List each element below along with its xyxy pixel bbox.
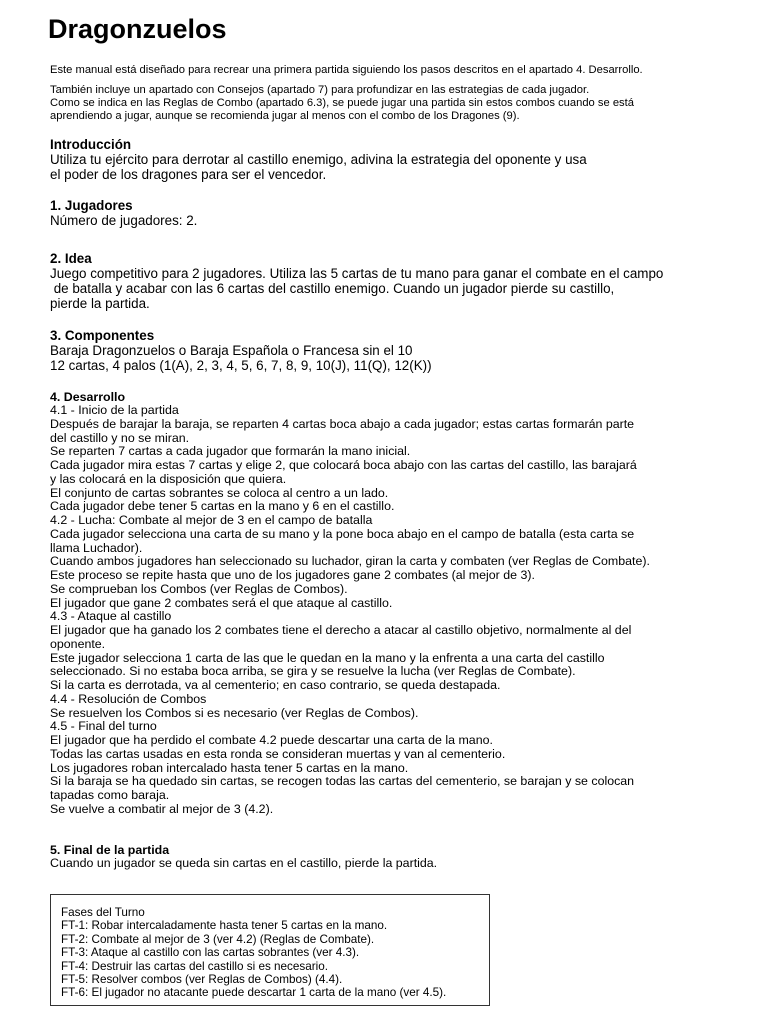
section-heading: Introducción (50, 137, 132, 152)
section-line: 12 cartas, 4 palos (1(A), 2, 3, 4, 5, 6, 7, 8, 9, 10(J), 11(Q), 12(K)) (50, 358, 432, 373)
section-line: Se reparten 7 cartas a cada jugador que formarán la mano inicial. (50, 444, 411, 459)
turn-phases-box (50, 894, 490, 1006)
document-title: Dragonzuelos (48, 14, 227, 44)
section-line: seleccionado. Si no estaba boca arriba, se gira y se resuelve la lucha (ver Reglas de Combate). (50, 664, 576, 679)
preface-note: Este manual está diseñado para recrear una primera partida siguiendo los pasos descritos en el apartado 4. Desarrollo. (50, 64, 643, 76)
section-line: Si la carta es derrotada, va al cementerio; en caso contrario, se queda destapada. (50, 678, 501, 692)
section-line: Utiliza tu ejército para derrotar al castillo enemigo, adivina la estrategia del oponente y usa (50, 152, 587, 167)
section-line: Cuando un jugador se queda sin cartas en el castillo, pierde la partida. (50, 856, 438, 870)
phase-item: FT-3: Ataque al castillo con las cartas sobrantes (ver 4.3). (61, 946, 360, 960)
section-line: Los jugadores roban intercalado hasta tener 5 cartas en la mano. (50, 760, 409, 775)
section-line: El jugador que ha perdido el combate 4.2 puede descartar una carta de la mano. (50, 733, 493, 747)
section-line: El jugador que ha ganado los 2 combates tiene el derecho a atacar al castillo objetivo, normalmente al del (50, 623, 632, 637)
phase-item: FT-5: Resolver combos (ver Reglas de Combos) (4.4). (61, 973, 343, 987)
section-line: oponente. (50, 636, 106, 651)
section-heading: 1. Jugadores (50, 198, 133, 213)
section-intro (50, 137, 750, 182)
section-line: 4.1 - Inicio de la partida (50, 403, 179, 417)
section-line: 4.5 - Final del turno (50, 719, 157, 734)
section-line: Después de barajar la baraja, se reparten 4 cartas boca abajo a cada jugador; estas cartas formarán parte (50, 416, 635, 431)
section-line: Este jugador selecciona 1 carta de las que le quedan en la mano y la enfrenta a una carta del castillo (50, 650, 605, 665)
section-heading: 5. Final de la partida (50, 843, 170, 857)
section-heading: 4. Desarrollo (50, 390, 126, 404)
section-line: de batalla y acabar con las 6 cartas del castillo enemigo. Cuando un jugador pierde su castillo, (50, 281, 615, 296)
section-line: Se comprueban los Combos (ver Reglas de Combos). (50, 581, 348, 596)
phase-item: FT-2: Combate al mejor de 3 (ver 4.2) (Reglas de Combate). (61, 932, 375, 946)
section-line: El conjunto de cartas sobrantes se coloca al centro a un lado. (50, 485, 389, 500)
preface-notes (50, 64, 750, 123)
section-line: Todas las cartas usadas en esta ronda se consideran muertas y van al cementerio. (50, 746, 506, 761)
section-heading: 3. Componentes (50, 328, 155, 343)
section-line: El jugador que gane 2 combates será el que ataque al castillo. (50, 595, 393, 610)
section-line: llama Luchador). (50, 540, 143, 555)
section-line: Cada jugador mira estas 7 cartas y elige 2, que colocará boca abajo con las cartas del castillo, las barajará (50, 458, 637, 472)
section-line: Cada jugador selecciona una carta de su mano y la pone boca abajo en el campo de batalla (esta carta se (50, 526, 635, 541)
section-line: Se resuelven los Combos si es necesario (ver Reglas de Combos). (50, 705, 419, 720)
section-line: 4.3 - Ataque al castillo (50, 609, 172, 624)
section-line: Cada jugador debe tener 5 cartas en la mano y 6 en el castillo. (50, 499, 395, 514)
box-title: Fases del Turno (61, 906, 145, 919)
phase-item: FT-4: Destruir las cartas del castillo si es necesario. (61, 959, 328, 973)
section-line: el poder de los dragones para ser el vencedor. (50, 167, 327, 182)
section-development (50, 390, 750, 817)
section-heading: 2. Idea (50, 251, 92, 266)
section-line: Se vuelve a combatir al mejor de 3 (4.2). (50, 801, 274, 816)
section-line: 4.4 - Resolución de Combos (50, 691, 207, 706)
section-line: Si la baraja se ha quedado sin cartas, se recogen todas las cartas del cementerio, se barajan y se colocan (50, 774, 635, 789)
section-idea (50, 251, 750, 311)
section-line: Este proceso se repite hasta que uno de los jugadores gane 2 combates (al mejor de 3). (50, 568, 535, 582)
section-line: Número de jugadores: 2. (50, 213, 198, 228)
phase-item: FT-1: Robar intercaladamente hasta tener 5 cartas en la mano. (61, 919, 388, 933)
preface-note: También incluye un apartado con Consejos (apartado 7) para profundizar en las estrategias de cada jugador. Como se indica en las Reglas de Combo (apartado 6.3), se puede jugar una partida sin estos combos cuando se está aprendiendo a jugar, aunque se recomienda jugar al menos con el combo de los Dragones (9). (50, 84, 634, 122)
section-line: tapadas como baraja. (50, 788, 170, 802)
section-components (50, 328, 750, 373)
section-end (50, 843, 750, 871)
section-line: Baraja Dragonzuelos o Baraja Española o Francesa sin el 10 (50, 343, 413, 358)
section-line: y las colocará en la disposición que quiera. (50, 471, 287, 486)
section-line: 4.2 - Lucha: Combate al mejor de 3 en el campo de batalla (50, 513, 373, 527)
section-line: del castillo y no se miran. (50, 430, 190, 445)
section-line: Juego competitivo para 2 jugadores. Utiliza las 5 cartas de tu mano para ganar el combate en el campo (50, 266, 664, 281)
section-players (50, 198, 750, 228)
phase-item: FT-6: El jugador no atacante puede descartar 1 carta de la mano (ver 4.5). (61, 986, 447, 1000)
section-line: pierde la partida. (50, 296, 150, 311)
section-line: Cuando ambos jugadores han seleccionado su luchador, giran la carta y combaten (ver Reglas de Combate). (50, 554, 650, 569)
